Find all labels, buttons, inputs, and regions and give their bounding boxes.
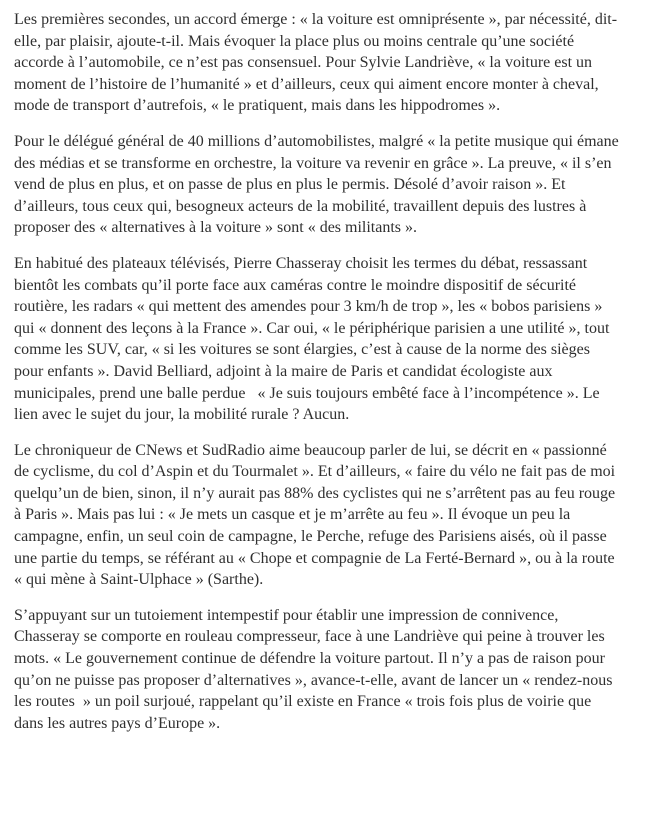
article-paragraph-3: En habitué des plateaux télévisés, Pierre Chasseray choisit les termes du débat, ressassant bientôt les combats qu’il porte face aux caméras contre le moindre dispositif de sécurité routière, les radars « qui mettent des amendes pour 3 km/h de trop », les « bobos parisiens » qui « donnent des leçons à la France ». Car oui, « le périphérique parisien a une utilité », tout comme les SUV, car, « si les voitures se sont élargies, c’est à cause de la norme des sièges pour enfants ». David Belliard, adjoint à la maire de Paris et candidat écologiste aux municipales, prend une balle perdue « Je suis toujours embêté face à l’incompétence ». Le lien avec le sujet du jour, la mobilité rurale ? Aucun.	[14, 254, 614, 424]
article-paragraph-1: Les premières secondes, un accord émerge : « la voiture est omniprésente », par nécessité, dit-elle, par plaisir, ajoute-t-il. Mais évoquer la place plus ou moins centrale qu’une société accorde à l’automobile, ce n’est pas consensuel. Pour Sylvie Landriève, « la voiture est un moment de l’histoire de l’humanité » et d’ailleurs, ceux qui aiment encore monter à cheval, mode de transport d’autrefois, « le pratiquent, mais dans les hippodromes ».	[14, 11, 618, 115]
article-paragraph-5: S’appuyant sur un tutoiement intempestif pour établir une impression de connivence, Chasseray se comporte en rouleau compresseur, face à une Landriève qui peine à trouver les mots. « Le gouvernement continue de défendre la voiture partout. Il n’y a pas de raison pour qu’on ne puisse pas proposer d’alternatives », avance-t-elle, avant de lancer un « rendez-nous les routes » un poil surjoué, rappelant qu’il existe en France « trois fois plus de voirie que dans les autres pays d’Europe ».	[14, 606, 617, 732]
article-paragraph-4: Le chroniqueur de CNews et SudRadio aime beaucoup parler de lui, se décrit en « passionné de cyclisme, du col d’Aspin et du Tourmalet ». Et d’ailleurs, « faire du vélo ne fait pas de moi quelqu’un de bien, sinon, il n’y aurait pas 88% des cyclistes qui ne s’arrêtent pas au feu rouge à Paris ». Mais pas lui : « Je mets un casque et je m’arrête au feu ». Il évoque un peu la campagne, enfin, un seul coin de campagne, le Perche, refuge des Parisiens aisés, où il passe une partie du temps, se référant au « Chope et compagnie de La Ferté-Bernard », ou à la route « qui mène à Saint-Ulphace » (Sarthe).	[14, 441, 620, 589]
article-paragraph-2: Pour le délégué général de 40 millions d’automobilistes, malgré « la petite musique qui émane des médias et se transforme en orchestre, la voiture va revenir en grâce ». La preuve, « il s’en vend de plus en plus, et on passe de plus en plus le permis. Désolé d’avoir raison ». Et d’ailleurs, tous ceux qui, besogneux acteurs de la mobilité, travaillent depuis des lustres à proposer des « alternatives à la voiture » sont « des militants ».	[14, 132, 623, 237]
